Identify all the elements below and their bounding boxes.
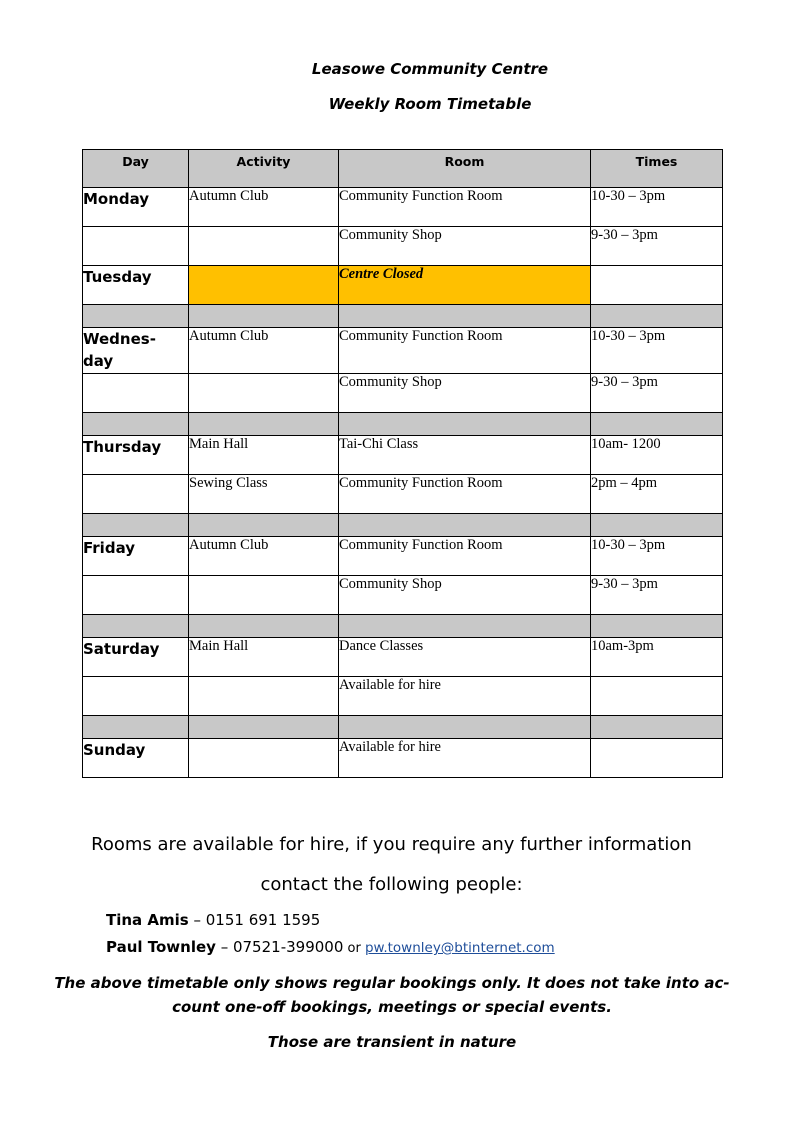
page-subtitle: Weekly Room Timetable [328, 95, 532, 113]
activity-cell: Autumn Club [189, 188, 339, 227]
column-header-day: Day [83, 150, 189, 188]
separator-row [83, 514, 723, 537]
day-cell [83, 374, 189, 413]
day-cell: Saturday [83, 638, 189, 677]
table-row [83, 374, 723, 413]
times-cell [591, 266, 723, 305]
page-title: Leasowe Community Centre [311, 60, 549, 78]
disclaimer-line-1: The above timetable only shows regular bookings only. It does not take into ac- [54, 974, 730, 992]
table-header-row [83, 150, 723, 188]
column-header-room: Room [339, 150, 591, 188]
day-cell: Tuesday [83, 266, 189, 305]
activity-cell: Autumn Club [189, 537, 339, 576]
disclaimer-note [0, 971, 784, 1019]
separator-row [83, 413, 723, 436]
column-header-times: Times [591, 150, 723, 188]
times-cell: 9-30 – 3pm [591, 576, 723, 615]
activity-cell: Main Hall [189, 436, 339, 475]
times-cell: 10-30 – 3pm [591, 537, 723, 576]
table-row [83, 436, 723, 475]
table-row [83, 537, 723, 576]
room-cell: Available for hire [339, 739, 591, 778]
room-cell: Community Function Room [339, 475, 591, 514]
activity-cell [189, 576, 339, 615]
disclaimer-line-2: count one-off bookings, meetings or special events. [172, 998, 612, 1016]
day-cell [83, 576, 189, 615]
times-cell: 10am-3pm [591, 638, 723, 677]
separator-row [83, 615, 723, 638]
activity-cell [189, 374, 339, 413]
centre-closed-cell: Centre Closed [339, 266, 591, 305]
table-row [83, 638, 723, 677]
activity-cell [189, 739, 339, 778]
activity-cell [189, 266, 339, 305]
times-cell: 9-30 – 3pm [591, 374, 723, 413]
contact-phone: – 0151 691 1595 [188, 911, 321, 929]
activity-cell: Sewing Class [189, 475, 339, 514]
room-cell: Community Shop [339, 374, 591, 413]
times-cell: 10am- 1200 [591, 436, 723, 475]
contact-phone: – 07521-399000 [215, 938, 344, 956]
room-cell: Dance Classes [339, 638, 591, 677]
contact-tina [106, 911, 320, 929]
email-link[interactable]: pw.townley@btinternet.com [364, 940, 555, 956]
day-cell: Monday [83, 188, 189, 227]
table-row [83, 227, 723, 266]
table-row [83, 677, 723, 716]
separator-row [83, 716, 723, 739]
times-cell [591, 677, 723, 716]
transient-note: Those are transient in nature [267, 1033, 517, 1051]
times-cell: 2pm – 4pm [591, 475, 723, 514]
hire-info-text: Rooms are available for hire, if you require any further information [91, 834, 692, 855]
day-cell [83, 328, 189, 374]
day-cell: Sunday [83, 739, 189, 778]
activity-cell: Autumn Club [189, 328, 339, 374]
day-cell [83, 677, 189, 716]
separator-row [83, 305, 723, 328]
table-row [83, 188, 723, 227]
day-cell [83, 475, 189, 514]
activity-cell [189, 227, 339, 266]
times-cell: 9-30 – 3pm [591, 227, 723, 266]
day-cell: Thursday [83, 436, 189, 475]
room-cell: Community Function Room [339, 188, 591, 227]
or-text: or [343, 941, 365, 956]
room-cell: Community Function Room [339, 537, 591, 576]
contact-intro-text: contact the following people: [260, 874, 523, 895]
times-cell: 10-30 – 3pm [591, 188, 723, 227]
activity-cell: Main Hall [189, 638, 339, 677]
table-row [83, 328, 723, 374]
room-cell: Community Shop [339, 576, 591, 615]
room-cell: Community Shop [339, 227, 591, 266]
times-cell: 10-30 – 3pm [591, 328, 723, 374]
contact-name: Paul Townley [106, 938, 216, 956]
timetable [82, 149, 723, 778]
times-cell [591, 739, 723, 778]
table-row [83, 266, 723, 305]
day-cell [83, 227, 189, 266]
column-header-activity: Activity [189, 150, 339, 188]
room-cell: Community Function Room [339, 328, 591, 374]
activity-cell [189, 677, 339, 716]
table-row [83, 739, 723, 778]
room-cell: Available for hire [339, 677, 591, 716]
contact-name: Tina Amis [106, 911, 189, 929]
day-cell: Friday [83, 537, 189, 576]
room-cell: Tai-Chi Class [339, 436, 591, 475]
table-row [83, 475, 723, 514]
day-label: Wednes- day [83, 330, 156, 370]
table-row [83, 576, 723, 615]
contact-paul [106, 938, 555, 956]
